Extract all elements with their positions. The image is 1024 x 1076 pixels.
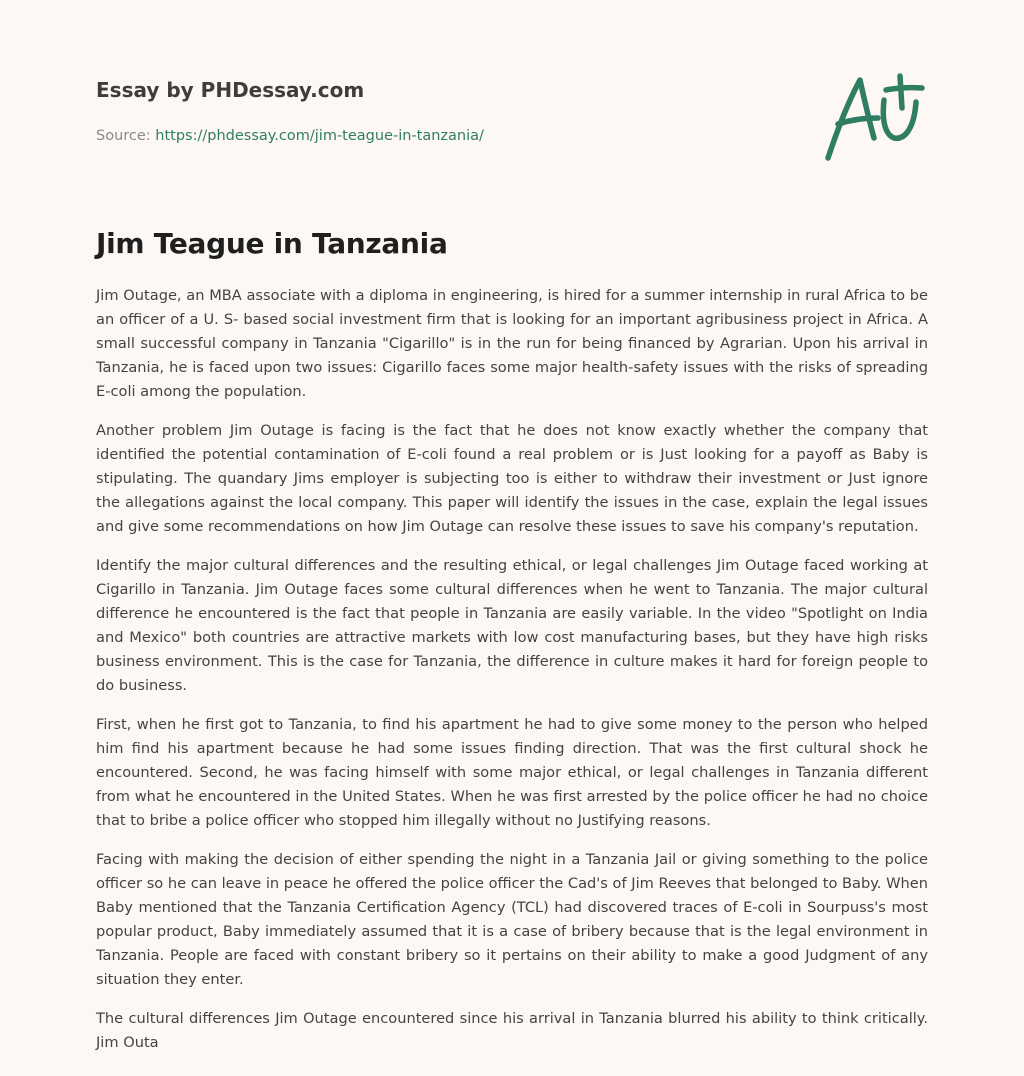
essay-paragraph-5: Facing with making the decision of either spending the night in a Tanzania Jail or giving something to the police officer so he can leave in peace he offered the police officer the Cad's of Jim Reeves that belonged to Baby. When Baby mentioned that the Tanzania Certification Agency (TCL) had discovered traces of E-coli in Sourpuss's most popular product, Baby immediately assumed that it is a case of bribery because that is the legal environment in Tanzania. People are faced with constant bribery so it pertains on their ability to make a good Judgment of any situation they enter. <box>96 851 928 988</box>
essay-header <box>96 76 796 146</box>
a-plus-grade-icon <box>822 68 926 164</box>
source-label: Source: <box>96 128 156 144</box>
brand-title: Essay by PHDessay.com <box>96 78 365 102</box>
essay-title: Jim Teague in Tanzania <box>96 227 448 260</box>
source-link[interactable]: https://phdessay.com/jim-teague-in-tanzania/ <box>155 128 484 144</box>
source-line <box>96 126 796 146</box>
essay-body <box>96 284 928 1070</box>
essay-paragraph-3: Identify the major cultural differences and the resulting ethical, or legal challenges Jim Outage faced working at Cigarillo in Tanzania. Jim Outage faces some cultural differences when he went to Tanzania. The major cultural difference he encountered is the fact that people in Tanzania are easily variable. In the video "Spotlight on India and Mexico" both countries are attractive markets with low cost manufacturing bases, but they have high risks business environment. This is the case for Tanzania, the difference in culture makes it hard for foreign people to do business. <box>96 557 928 694</box>
essay-paragraph-2: Another problem Jim Outage is facing is the fact that he does not know exactly whether the company that identified the potential contamination of E-coli found a real problem or is Just looking for a payoff as Baby is stipulating. The quandary Jims employer is subjecting too is either to withdraw their investment or Just ignore the allegations against the local company. This paper will identify the issues in the case, explain the legal issues and give some recommendations on how Jim Outage can resolve these issues to save his company's reputation. <box>96 422 928 535</box>
essay-paragraph-6: The cultural differences Jim Outage encountered since his arrival in Tanzania blurred his ability to think critically. Jim Outa <box>96 1010 928 1051</box>
essay-paragraph-1: Jim Outage, an MBA associate with a diploma in engineering, is hired for a summer internship in rural Africa to be an officer of a U. S- based social investment firm that is looking for an important agribusiness project in Africa. A small successful company in Tanzania "Cigarillo" is in the run for being financed by Agrarian. Upon his arrival in Tanzania, he is faced upon two issues: Cigarillo faces some major health-safety issues with the risks of spreading E-coli among the population. <box>96 287 928 400</box>
essay-paragraph-4: First, when he first got to Tanzania, to find his apartment he had to give some money to the person who helped him find his apartment because he had some issues finding direction. That was the first cultural shock he encountered. Second, he was facing himself with some major ethical, or legal challenges in Tanzania different from what he encountered in the United States. When he was first arrested by the police officer he had no choice that to bribe a police officer who stopped him illegally without no Justifying reasons. <box>96 716 928 829</box>
